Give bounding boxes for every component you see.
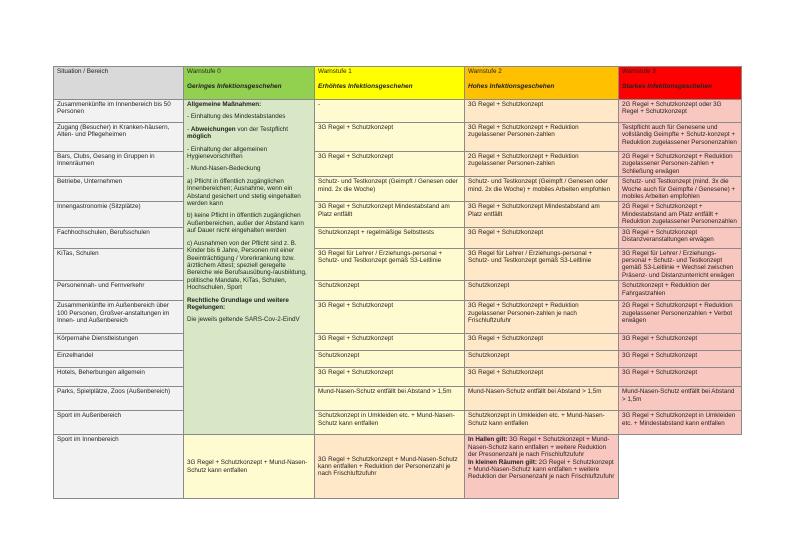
level-2-cell: 3G Regel + Schutzkonzept (465, 100, 619, 123)
general-item: b) keine Pflicht in öffentlich zugänglichen Außenbereichen, außer der Abstand kann auf Dauer nicht eingehalten werden (187, 212, 304, 235)
level-2-cell: 3G Regel für Lehrer / Erziehungs-personal + Schutz- und Testkonzept gemäß S3-Leitlinie (465, 248, 619, 281)
level-1-cell: 3G Regel + Schutzkonzept Mindestabstand am Platz entfällt (315, 202, 465, 227)
hallen-label: In Hallen gilt: (468, 436, 508, 444)
warnstufen-table (53, 66, 742, 499)
level-2-cell: 3G Regel + Schutzkonzept Mindestabstand am Platz entfällt (465, 202, 619, 227)
situation-cell: Bars, Clubs, Gesang in Gruppen in Innenräumen (54, 152, 184, 177)
level-3-cell: Mund-Nasen-Schutz entfällt bei Abstand > 1,5m (619, 387, 742, 411)
level-1-cell: Mund-Nasen-Schutz entfällt bei Abstand > 1,5m (315, 387, 465, 411)
level-3-cell: Schutzkonzept + Reduktion der Fahrgastzahlen (619, 281, 742, 301)
general-item: - Mund-Nasen-Bedeckung (187, 165, 261, 173)
level-1-cell: - (315, 100, 465, 123)
level-2-header (465, 67, 619, 100)
level-1-cell: Schutzkonzept in Umkleiden etc. + Mund-Nasen-Schutz kann entfallen (315, 411, 465, 435)
table-row (54, 123, 742, 152)
level-3-cell: 2G Regel + Schutzkonzept + Reduktion zugelassener Personen-zahlen + Schließung erwägen (619, 152, 742, 177)
level-1-cell: Schutzkonzept (315, 281, 465, 301)
situation-cell: Betriebe, Unternehmen (54, 177, 184, 202)
general-item: a) Pflicht in öffentlich zugänglichen Innenbereichen; Ausnahme, wenn ein Abstand gesichert und stetig eingehalten werden kann (187, 177, 301, 208)
table-row (54, 351, 742, 368)
table-row (54, 227, 742, 248)
situation-cell: Sport im Außenbereich (54, 411, 184, 435)
level-1-cell: Schutz- und Testkonzept (Geimpft / Genesen oder mind. 2x die Woche) (315, 177, 465, 202)
level-1-cell: 3G Regel für Lehrer / Erziehungs-personal + Schutz- und Testkonzept gemäß S3-Leitlinie (315, 248, 465, 281)
level-3-cell: 3G Regel + Schutzkonzept in Umkleiden etc. + Mindestabstand kann entfallen (619, 411, 742, 435)
level-2-label: Warnstufe 2 (468, 68, 502, 75)
level-2-cell: 3G Regel + Schutzkonzept (465, 334, 619, 351)
general-measures-cell (184, 100, 315, 435)
level-2-cell: 3G Regel + Schutzkonzept + Mund-Nasen-Schutz kann entfallen + Reduktion der Personenzahl je nach Frischluftzufuhr (315, 435, 465, 499)
level-2-cell: Mund-Nasen-Schutz entfällt bei Abstand > 1,5m (465, 387, 619, 411)
level-1-cell: 3G Regel + Schutzkonzept + Mund-Nasen-Schutz kann entfallen (184, 435, 315, 499)
level-3-cell: 3G Regel + Schutzkonzept (619, 351, 742, 368)
general-item-bold: Abweichungen (190, 125, 236, 133)
table-row (54, 281, 742, 301)
level-2-cell: Schutzkonzept (465, 351, 619, 368)
level-2-cell: Schutzkonzept in Umkleiden etc. + Mund-Nasen-Schutz kann entfallen (465, 411, 619, 435)
level-3-cell: Testpflicht auch für Genesene und vollständig Geimpfte + Schutz-konzept + Reduktion zugelassener Personenzahlen (619, 123, 742, 152)
table-row (54, 100, 742, 123)
general-title: Allgemeine Maßnahmen: (187, 101, 262, 108)
level-2-cell: 3G Regel + Schutzkonzept + Reduktion zugelassener Personen-zahlen (465, 123, 619, 152)
table-row (54, 368, 742, 387)
situation-cell: Zusammenkünfte im Innenbereich bis 50 Personen (54, 100, 184, 123)
level-1-cell: Schutzkonzept + regelmäßige Selbsttests (315, 227, 465, 248)
situation-cell: Einzelhandel (54, 351, 184, 368)
kleine-raeume-label: In kleinen Räumen gilt: (468, 458, 537, 466)
legal-text: Die jeweils geltende SARS-Cov-2-EindV (187, 316, 300, 324)
level-3-cell: 3G Regel + Schutzkonzept (619, 368, 742, 387)
situation-cell: Fachhochschulen, Berufsschulen (54, 227, 184, 248)
general-item-bold: möglich (187, 133, 212, 141)
level-2-cell: 3G Regel + Schutzkonzept (465, 227, 619, 248)
level-2-cell: 3G Regel + Schutzkonzept (465, 368, 619, 387)
general-item: c) Ausnahmen von der Pflicht sind z. B. Kinder bis 6 Jahre, Personen mit einer Beeinträchtigung / Vorerkrankung bzw. ärztlichem Attest; speziell geregelte Bereiche wie Berufsausübung-/ausbildung, politische Mandate, KiTas, Schulen, Hochschulen, Sport (187, 239, 307, 292)
level-1-cell: 3G Regel + Schutzkonzept (315, 152, 465, 177)
level-3-cell: 2G Regel + Schutzkonzept + Mindestabstand am Platz entfällt + Reduktion zugelassener Personenzahlen (619, 202, 742, 227)
situation-cell: Personennah- und Fernverkehr (54, 281, 184, 301)
kleine-raeume-text: 2G Regel + Schutzkonzept + Mund-Nasen-Schutz kann entfallen + weitere Reduktion der Personenzahl je nach Frischluftzufuhr (468, 458, 615, 481)
level-3-cell: 2G Regel + Schutzkonzept oder 3G Regel + Schutzkonzept (619, 100, 742, 123)
situation-cell: KiTas, Schulen (54, 248, 184, 281)
legal-title: Rechtliche Grundlage und weitere Regelungen: (187, 296, 289, 311)
table-row (54, 411, 742, 435)
situation-cell: Körpernahe Dienstleistungen (54, 334, 184, 351)
level-3-cell: Schutz- und Testkonzept (mind. 3x die Woche auch für Geimpfte / Genesene) + mobiles Arbeiten empfohlen (619, 177, 742, 202)
level-2-cell: 2G Regel + Schutzkonzept + Reduktion zugelassener Personen-zahlen (465, 152, 619, 177)
general-item: - Abweichungen von der Testpflicht möglich (187, 125, 289, 141)
level-1-cell: 3G Regel + Schutzkonzept (315, 301, 465, 334)
level-3-cell (465, 435, 619, 499)
table-row (54, 248, 742, 281)
level-1-cell: 3G Regel + Schutzkonzept (315, 334, 465, 351)
level-3-cell: 3G Regel + Schutzkonzept (619, 334, 742, 351)
situation-header: Situation / Bereich (54, 67, 184, 100)
level-0-label: Warnstufe 0 (187, 68, 221, 75)
situation-cell: Hotels, Beherbungen allgemein (54, 368, 184, 387)
table-row (54, 435, 742, 499)
hallen-text: 3G Regel + Schutzkonzept + Mund-Nasen-Schutz kann entfallen + weitere Reduktion der Presonenzahl je nach Frischluftzufuhr (468, 436, 610, 459)
level-1-sub: Erhöhtes Infektionsgeschehen (318, 83, 413, 91)
level-1-label: Warnstufe 1 (318, 68, 352, 75)
header-row (54, 67, 742, 100)
general-item: - Einhaltung der allgemeinen Hygienevorschriften (187, 145, 268, 161)
level-3-header (619, 67, 742, 100)
level-2-cell: Schutzkonzept (465, 281, 619, 301)
table-row (54, 334, 742, 351)
situation-cell: Zusammenkünfte im Außenbereich über 100 Personen, Großver-anstaltungen im Innen- und Außenbereich (54, 301, 184, 334)
general-item: - Einhaltung des Mindestabstandes (187, 113, 286, 121)
situation-cell: Parks, Spielplätze, Zoos (Außenbereich) (54, 387, 184, 411)
table-row (54, 177, 742, 202)
level-1-cell: 3G Regel + Schutzkonzept (315, 123, 465, 152)
situation-cell: Sport im Innenbereich (54, 435, 184, 499)
level-3-cell: 3G Regel + Schutzkonzept Distanzveranstaltungen erwägen (619, 227, 742, 248)
level-3-cell: 3G Regel für Lehrer / Erziehungs-personal + Schutz- und Testkonzept gemäß S3-Leitlinie + Wechsel zwischen Präsenz- und Distanzunterricht erwägen (619, 248, 742, 281)
level-1-header (315, 67, 465, 100)
level-2-cell: Schutz- und Testkonzept (Geimpft / Genesen oder mind. 2x die Woche) + mobiles Arbeiten empfohlen (465, 177, 619, 202)
table-row (54, 387, 742, 411)
table-row (54, 152, 742, 177)
table-row (54, 202, 742, 227)
level-3-cell: 2G Regel + Schutzkonzept + Reduktion zugelassener Personenzahlen + Verbot erwägen (619, 301, 742, 334)
level-0-header (184, 67, 315, 100)
general-item-text: von der Testpflicht (235, 125, 289, 133)
level-3-label: Warnstufe 3 (622, 68, 656, 75)
level-2-cell: 3G Regel + Schutzkonzept + Reduktion zugelassener Personen-zahlen je nach Frischluftzufuhr (465, 301, 619, 334)
level-3-sub: Starkes Infektionsgeschehen (622, 83, 712, 91)
level-1-cell: 3G Regel + Schutzkonzept (315, 368, 465, 387)
level-0-sub: Geringes Infektionsgeschehen (187, 83, 282, 91)
level-1-cell: Schutzkonzept (315, 351, 465, 368)
situation-cell: Zugang (Besucher) in Kranken-häusern, Alten- und Pflegeheimen (54, 123, 184, 152)
situation-cell: Innengastronomie (Sitzplätze) (54, 202, 184, 227)
level-2-sub: Hohes Infektionsgeschehen (468, 83, 555, 91)
table-row (54, 301, 742, 334)
